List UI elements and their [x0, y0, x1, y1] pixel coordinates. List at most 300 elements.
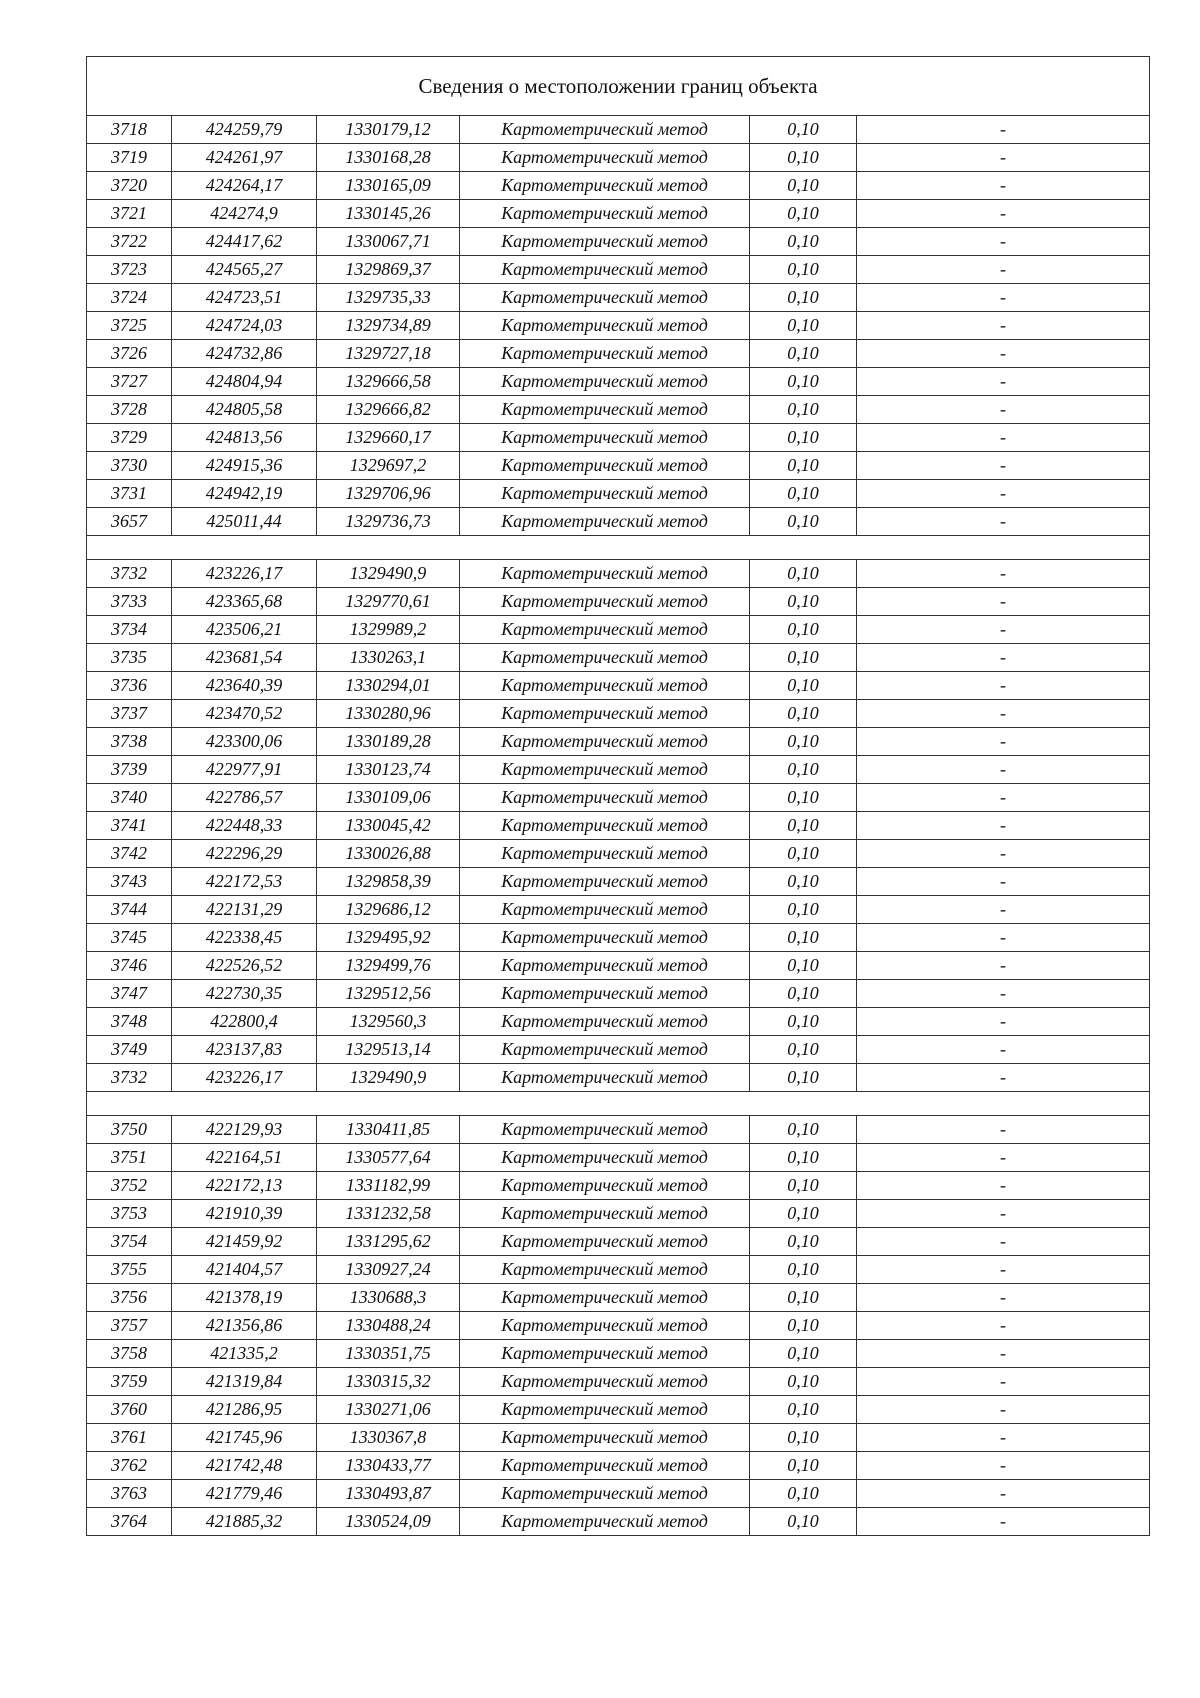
- x-coordinate-cell: 423365,68: [172, 588, 317, 616]
- table-row: [87, 924, 1150, 952]
- table-row: [87, 284, 1150, 312]
- x-coordinate-cell: 421910,39: [172, 1200, 317, 1228]
- table-row: [87, 508, 1150, 536]
- point-number-cell: 3737: [87, 700, 172, 728]
- y-coordinate-cell: 1330411,85: [317, 1116, 460, 1144]
- accuracy-cell: 0,10: [750, 644, 857, 672]
- method-cell: Картометрический метод: [460, 1284, 750, 1312]
- point-number-cell: 3759: [87, 1368, 172, 1396]
- accuracy-cell: 0,10: [750, 1064, 857, 1092]
- x-coordinate-cell: 424259,79: [172, 116, 317, 144]
- method-cell: Картометрический метод: [460, 1256, 750, 1284]
- x-coordinate-cell: 422800,4: [172, 1008, 317, 1036]
- x-coordinate-cell: 423300,06: [172, 728, 317, 756]
- description-cell: -: [857, 644, 1150, 672]
- x-coordinate-cell: 424915,36: [172, 452, 317, 480]
- point-number-cell: 3751: [87, 1144, 172, 1172]
- description-cell: -: [857, 1200, 1150, 1228]
- accuracy-cell: 0,10: [750, 1228, 857, 1256]
- description-cell: -: [857, 1228, 1150, 1256]
- description-cell: -: [857, 896, 1150, 924]
- x-coordinate-cell: 421335,2: [172, 1340, 317, 1368]
- x-coordinate-cell: 422172,13: [172, 1172, 317, 1200]
- y-coordinate-cell: 1330433,77: [317, 1452, 460, 1480]
- table-row: [87, 756, 1150, 784]
- method-cell: Картометрический метод: [460, 616, 750, 644]
- description-cell: -: [857, 1312, 1150, 1340]
- point-number-cell: 3749: [87, 1036, 172, 1064]
- point-number-cell: 3754: [87, 1228, 172, 1256]
- method-cell: Картометрический метод: [460, 172, 750, 200]
- method-cell: Картометрический метод: [460, 1368, 750, 1396]
- point-number-cell: 3743: [87, 868, 172, 896]
- point-number-cell: 3764: [87, 1508, 172, 1536]
- description-cell: -: [857, 924, 1150, 952]
- table-row: [87, 700, 1150, 728]
- description-cell: -: [857, 508, 1150, 536]
- description-cell: -: [857, 1424, 1150, 1452]
- point-number-cell: 3734: [87, 616, 172, 644]
- accuracy-cell: 0,10: [750, 1424, 857, 1452]
- table-row: [87, 256, 1150, 284]
- method-cell: Картометрический метод: [460, 1144, 750, 1172]
- accuracy-cell: 0,10: [750, 1508, 857, 1536]
- table-row: [87, 1480, 1150, 1508]
- x-coordinate-cell: 421885,32: [172, 1508, 317, 1536]
- y-coordinate-cell: 1330688,3: [317, 1284, 460, 1312]
- point-number-cell: 3735: [87, 644, 172, 672]
- method-cell: Картометрический метод: [460, 144, 750, 172]
- x-coordinate-cell: 422131,29: [172, 896, 317, 924]
- description-cell: -: [857, 144, 1150, 172]
- x-coordinate-cell: 424565,27: [172, 256, 317, 284]
- table-row: [87, 1172, 1150, 1200]
- description-cell: -: [857, 868, 1150, 896]
- accuracy-cell: 0,10: [750, 312, 857, 340]
- method-cell: Картометрический метод: [460, 228, 750, 256]
- method-cell: Картометрический метод: [460, 784, 750, 812]
- table-row: [87, 1424, 1150, 1452]
- method-cell: Картометрический метод: [460, 1424, 750, 1452]
- method-cell: Картометрический метод: [460, 1116, 750, 1144]
- accuracy-cell: 0,10: [750, 1008, 857, 1036]
- point-number-cell: 3753: [87, 1200, 172, 1228]
- table-row: [87, 896, 1150, 924]
- y-coordinate-cell: 1330168,28: [317, 144, 460, 172]
- table-row: [87, 784, 1150, 812]
- table-row: [87, 172, 1150, 200]
- boundary-table: [86, 56, 1150, 1536]
- method-cell: Картометрический метод: [460, 284, 750, 312]
- table-row: [87, 840, 1150, 868]
- table-row: [87, 1508, 1150, 1536]
- table-row: [87, 868, 1150, 896]
- x-coordinate-cell: 423226,17: [172, 1064, 317, 1092]
- description-cell: -: [857, 560, 1150, 588]
- accuracy-cell: 0,10: [750, 588, 857, 616]
- table-row: [87, 1200, 1150, 1228]
- table-row: [87, 424, 1150, 452]
- point-number-cell: 3727: [87, 368, 172, 396]
- method-cell: Картометрический метод: [460, 840, 750, 868]
- point-number-cell: 3719: [87, 144, 172, 172]
- y-coordinate-cell: 1330927,24: [317, 1256, 460, 1284]
- table-row: [87, 560, 1150, 588]
- method-cell: Картометрический метод: [460, 200, 750, 228]
- y-coordinate-cell: 1330577,64: [317, 1144, 460, 1172]
- y-coordinate-cell: 1329989,2: [317, 616, 460, 644]
- accuracy-cell: 0,10: [750, 1172, 857, 1200]
- table-row: [87, 200, 1150, 228]
- y-coordinate-cell: 1329735,33: [317, 284, 460, 312]
- point-number-cell: 3730: [87, 452, 172, 480]
- x-coordinate-cell: 423506,21: [172, 616, 317, 644]
- table-row: [87, 588, 1150, 616]
- y-coordinate-cell: 1330315,32: [317, 1368, 460, 1396]
- y-coordinate-cell: 1330263,1: [317, 644, 460, 672]
- method-cell: Картометрический метод: [460, 508, 750, 536]
- accuracy-cell: 0,10: [750, 452, 857, 480]
- method-cell: Картометрический метод: [460, 1172, 750, 1200]
- table-body: [87, 116, 1150, 1536]
- y-coordinate-cell: 1329697,2: [317, 452, 460, 480]
- method-cell: Картометрический метод: [460, 980, 750, 1008]
- accuracy-cell: 0,10: [750, 1036, 857, 1064]
- method-cell: Картометрический метод: [460, 1200, 750, 1228]
- point-number-cell: 3741: [87, 812, 172, 840]
- y-coordinate-cell: 1329666,58: [317, 368, 460, 396]
- x-coordinate-cell: 421404,57: [172, 1256, 317, 1284]
- accuracy-cell: 0,10: [750, 952, 857, 980]
- table-row: [87, 312, 1150, 340]
- point-number-cell: 3738: [87, 728, 172, 756]
- y-coordinate-cell: 1330280,96: [317, 700, 460, 728]
- y-coordinate-cell: 1330351,75: [317, 1340, 460, 1368]
- method-cell: Картометрический метод: [460, 896, 750, 924]
- method-cell: Картометрический метод: [460, 644, 750, 672]
- table-row: [87, 1284, 1150, 1312]
- y-coordinate-cell: 1330294,01: [317, 672, 460, 700]
- table-row: [87, 1036, 1150, 1064]
- accuracy-cell: 0,10: [750, 1256, 857, 1284]
- y-coordinate-cell: 1330189,28: [317, 728, 460, 756]
- accuracy-cell: 0,10: [750, 340, 857, 368]
- description-cell: -: [857, 340, 1150, 368]
- x-coordinate-cell: 422448,33: [172, 812, 317, 840]
- accuracy-cell: 0,10: [750, 728, 857, 756]
- method-cell: Картометрический метод: [460, 256, 750, 284]
- x-coordinate-cell: 423226,17: [172, 560, 317, 588]
- table-row: [87, 396, 1150, 424]
- accuracy-cell: 0,10: [750, 924, 857, 952]
- point-number-cell: 3722: [87, 228, 172, 256]
- method-cell: Картометрический метод: [460, 340, 750, 368]
- x-coordinate-cell: 421779,46: [172, 1480, 317, 1508]
- description-cell: -: [857, 728, 1150, 756]
- x-coordinate-cell: 424261,97: [172, 144, 317, 172]
- accuracy-cell: 0,10: [750, 868, 857, 896]
- point-number-cell: 3755: [87, 1256, 172, 1284]
- table-row: [87, 672, 1150, 700]
- x-coordinate-cell: 423470,52: [172, 700, 317, 728]
- y-coordinate-cell: 1329770,61: [317, 588, 460, 616]
- point-number-cell: 3736: [87, 672, 172, 700]
- description-cell: -: [857, 256, 1150, 284]
- table-row: [87, 812, 1150, 840]
- x-coordinate-cell: 423137,83: [172, 1036, 317, 1064]
- table-row: [87, 1228, 1150, 1256]
- x-coordinate-cell: 422338,45: [172, 924, 317, 952]
- method-cell: Картометрический метод: [460, 728, 750, 756]
- y-coordinate-cell: 1330165,09: [317, 172, 460, 200]
- description-cell: -: [857, 784, 1150, 812]
- description-cell: -: [857, 424, 1150, 452]
- x-coordinate-cell: 422296,29: [172, 840, 317, 868]
- point-number-cell: 3760: [87, 1396, 172, 1424]
- table-row: [87, 952, 1150, 980]
- y-coordinate-cell: 1330524,09: [317, 1508, 460, 1536]
- point-number-cell: 3744: [87, 896, 172, 924]
- table-row: [87, 1396, 1150, 1424]
- description-cell: -: [857, 284, 1150, 312]
- y-coordinate-cell: 1330026,88: [317, 840, 460, 868]
- method-cell: Картометрический метод: [460, 1396, 750, 1424]
- x-coordinate-cell: 424804,94: [172, 368, 317, 396]
- x-coordinate-cell: 421745,96: [172, 1424, 317, 1452]
- description-cell: -: [857, 1064, 1150, 1092]
- description-cell: -: [857, 1396, 1150, 1424]
- description-cell: -: [857, 368, 1150, 396]
- y-coordinate-cell: 1331182,99: [317, 1172, 460, 1200]
- point-number-cell: 3724: [87, 284, 172, 312]
- description-cell: -: [857, 1452, 1150, 1480]
- x-coordinate-cell: 422129,93: [172, 1116, 317, 1144]
- description-cell: -: [857, 200, 1150, 228]
- description-cell: -: [857, 1368, 1150, 1396]
- y-coordinate-cell: 1329499,76: [317, 952, 460, 980]
- y-coordinate-cell: 1331232,58: [317, 1200, 460, 1228]
- x-coordinate-cell: 422164,51: [172, 1144, 317, 1172]
- method-cell: Картометрический метод: [460, 924, 750, 952]
- point-number-cell: 3763: [87, 1480, 172, 1508]
- method-cell: Картометрический метод: [460, 1312, 750, 1340]
- description-cell: -: [857, 616, 1150, 644]
- description-cell: -: [857, 588, 1150, 616]
- point-number-cell: 3757: [87, 1312, 172, 1340]
- y-coordinate-cell: 1329727,18: [317, 340, 460, 368]
- accuracy-cell: 0,10: [750, 368, 857, 396]
- table-row: [87, 116, 1150, 144]
- x-coordinate-cell: 424805,58: [172, 396, 317, 424]
- description-cell: -: [857, 952, 1150, 980]
- accuracy-cell: 0,10: [750, 700, 857, 728]
- method-cell: Картометрический метод: [460, 396, 750, 424]
- method-cell: Картометрический метод: [460, 672, 750, 700]
- point-number-cell: 3728: [87, 396, 172, 424]
- accuracy-cell: 0,10: [750, 840, 857, 868]
- point-number-cell: 3657: [87, 508, 172, 536]
- table-row: [87, 1144, 1150, 1172]
- description-cell: -: [857, 756, 1150, 784]
- x-coordinate-cell: 424264,17: [172, 172, 317, 200]
- accuracy-cell: 0,10: [750, 1284, 857, 1312]
- x-coordinate-cell: 421319,84: [172, 1368, 317, 1396]
- accuracy-cell: 0,10: [750, 896, 857, 924]
- method-cell: Картометрический метод: [460, 452, 750, 480]
- y-coordinate-cell: 1329660,17: [317, 424, 460, 452]
- description-cell: -: [857, 1036, 1150, 1064]
- y-coordinate-cell: 1329736,73: [317, 508, 460, 536]
- point-number-cell: 3745: [87, 924, 172, 952]
- description-cell: -: [857, 480, 1150, 508]
- description-cell: -: [857, 228, 1150, 256]
- accuracy-cell: 0,10: [750, 256, 857, 284]
- table-row: [87, 1368, 1150, 1396]
- table-row: [87, 1008, 1150, 1036]
- method-cell: Картометрический метод: [460, 1228, 750, 1256]
- description-cell: -: [857, 1508, 1150, 1536]
- table-row: [87, 1340, 1150, 1368]
- accuracy-cell: 0,10: [750, 1312, 857, 1340]
- x-coordinate-cell: 421742,48: [172, 1452, 317, 1480]
- method-cell: Картометрический метод: [460, 424, 750, 452]
- accuracy-cell: 0,10: [750, 1396, 857, 1424]
- point-number-cell: 3750: [87, 1116, 172, 1144]
- y-coordinate-cell: 1330367,8: [317, 1424, 460, 1452]
- x-coordinate-cell: 422526,52: [172, 952, 317, 980]
- point-number-cell: 3746: [87, 952, 172, 980]
- method-cell: Картометрический метод: [460, 1036, 750, 1064]
- point-number-cell: 3748: [87, 1008, 172, 1036]
- point-number-cell: 3740: [87, 784, 172, 812]
- description-cell: -: [857, 1008, 1150, 1036]
- table-row: [87, 616, 1150, 644]
- y-coordinate-cell: 1330045,42: [317, 812, 460, 840]
- point-number-cell: 3761: [87, 1424, 172, 1452]
- method-cell: Картометрический метод: [460, 1452, 750, 1480]
- description-cell: -: [857, 980, 1150, 1008]
- y-coordinate-cell: 1330067,71: [317, 228, 460, 256]
- point-number-cell: 3758: [87, 1340, 172, 1368]
- description-cell: -: [857, 1284, 1150, 1312]
- accuracy-cell: 0,10: [750, 396, 857, 424]
- x-coordinate-cell: 423681,54: [172, 644, 317, 672]
- description-cell: -: [857, 1480, 1150, 1508]
- method-cell: Картометрический метод: [460, 368, 750, 396]
- y-coordinate-cell: 1331295,62: [317, 1228, 460, 1256]
- x-coordinate-cell: 421356,86: [172, 1312, 317, 1340]
- group-separator-cell: [87, 536, 1150, 560]
- method-cell: Картометрический метод: [460, 1508, 750, 1536]
- accuracy-cell: 0,10: [750, 784, 857, 812]
- accuracy-cell: 0,10: [750, 480, 857, 508]
- x-coordinate-cell: 421286,95: [172, 1396, 317, 1424]
- point-number-cell: 3762: [87, 1452, 172, 1480]
- description-cell: -: [857, 840, 1150, 868]
- x-coordinate-cell: 424732,86: [172, 340, 317, 368]
- y-coordinate-cell: 1329734,89: [317, 312, 460, 340]
- y-coordinate-cell: 1330271,06: [317, 1396, 460, 1424]
- accuracy-cell: 0,10: [750, 756, 857, 784]
- table-row: [87, 1312, 1150, 1340]
- description-cell: -: [857, 172, 1150, 200]
- group-separator-cell: [87, 1092, 1150, 1116]
- point-number-cell: 3720: [87, 172, 172, 200]
- table-row: [87, 1256, 1150, 1284]
- accuracy-cell: 0,10: [750, 172, 857, 200]
- y-coordinate-cell: 1329495,92: [317, 924, 460, 952]
- accuracy-cell: 0,10: [750, 1200, 857, 1228]
- x-coordinate-cell: 424723,51: [172, 284, 317, 312]
- description-cell: -: [857, 452, 1150, 480]
- x-coordinate-cell: 422730,35: [172, 980, 317, 1008]
- group-separator-row: [87, 1092, 1150, 1116]
- table-header-row: [87, 57, 1150, 116]
- method-cell: Картометрический метод: [460, 560, 750, 588]
- accuracy-cell: 0,10: [750, 284, 857, 312]
- accuracy-cell: 0,10: [750, 1144, 857, 1172]
- y-coordinate-cell: 1329490,9: [317, 560, 460, 588]
- x-coordinate-cell: 421378,19: [172, 1284, 317, 1312]
- group-separator-row: [87, 536, 1150, 560]
- method-cell: Картометрический метод: [460, 1340, 750, 1368]
- method-cell: Картометрический метод: [460, 1008, 750, 1036]
- y-coordinate-cell: 1329512,56: [317, 980, 460, 1008]
- description-cell: -: [857, 1340, 1150, 1368]
- accuracy-cell: 0,10: [750, 200, 857, 228]
- description-cell: -: [857, 700, 1150, 728]
- table-title: Сведения о местоположении границ объекта: [87, 57, 1150, 116]
- accuracy-cell: 0,10: [750, 228, 857, 256]
- description-cell: -: [857, 116, 1150, 144]
- table-row: [87, 644, 1150, 672]
- y-coordinate-cell: 1329858,39: [317, 868, 460, 896]
- table-row: [87, 728, 1150, 756]
- point-number-cell: 3721: [87, 200, 172, 228]
- x-coordinate-cell: 424942,19: [172, 480, 317, 508]
- description-cell: -: [857, 1172, 1150, 1200]
- method-cell: Картометрический метод: [460, 868, 750, 896]
- accuracy-cell: 0,10: [750, 144, 857, 172]
- point-number-cell: 3725: [87, 312, 172, 340]
- method-cell: Картометрический метод: [460, 812, 750, 840]
- point-number-cell: 3747: [87, 980, 172, 1008]
- description-cell: -: [857, 812, 1150, 840]
- accuracy-cell: 0,10: [750, 1480, 857, 1508]
- y-coordinate-cell: 1330145,26: [317, 200, 460, 228]
- y-coordinate-cell: 1329490,9: [317, 1064, 460, 1092]
- table-row: [87, 1064, 1150, 1092]
- table-row: [87, 1452, 1150, 1480]
- point-number-cell: 3718: [87, 116, 172, 144]
- table-row: [87, 228, 1150, 256]
- method-cell: Картометрический метод: [460, 588, 750, 616]
- x-coordinate-cell: 422786,57: [172, 784, 317, 812]
- accuracy-cell: 0,10: [750, 116, 857, 144]
- accuracy-cell: 0,10: [750, 508, 857, 536]
- point-number-cell: 3739: [87, 756, 172, 784]
- method-cell: Картометрический метод: [460, 1480, 750, 1508]
- accuracy-cell: 0,10: [750, 1368, 857, 1396]
- point-number-cell: 3756: [87, 1284, 172, 1312]
- description-cell: -: [857, 312, 1150, 340]
- accuracy-cell: 0,10: [750, 560, 857, 588]
- point-number-cell: 3729: [87, 424, 172, 452]
- description-cell: -: [857, 672, 1150, 700]
- y-coordinate-cell: 1329869,37: [317, 256, 460, 284]
- table-row: [87, 340, 1150, 368]
- method-cell: Картометрический метод: [460, 700, 750, 728]
